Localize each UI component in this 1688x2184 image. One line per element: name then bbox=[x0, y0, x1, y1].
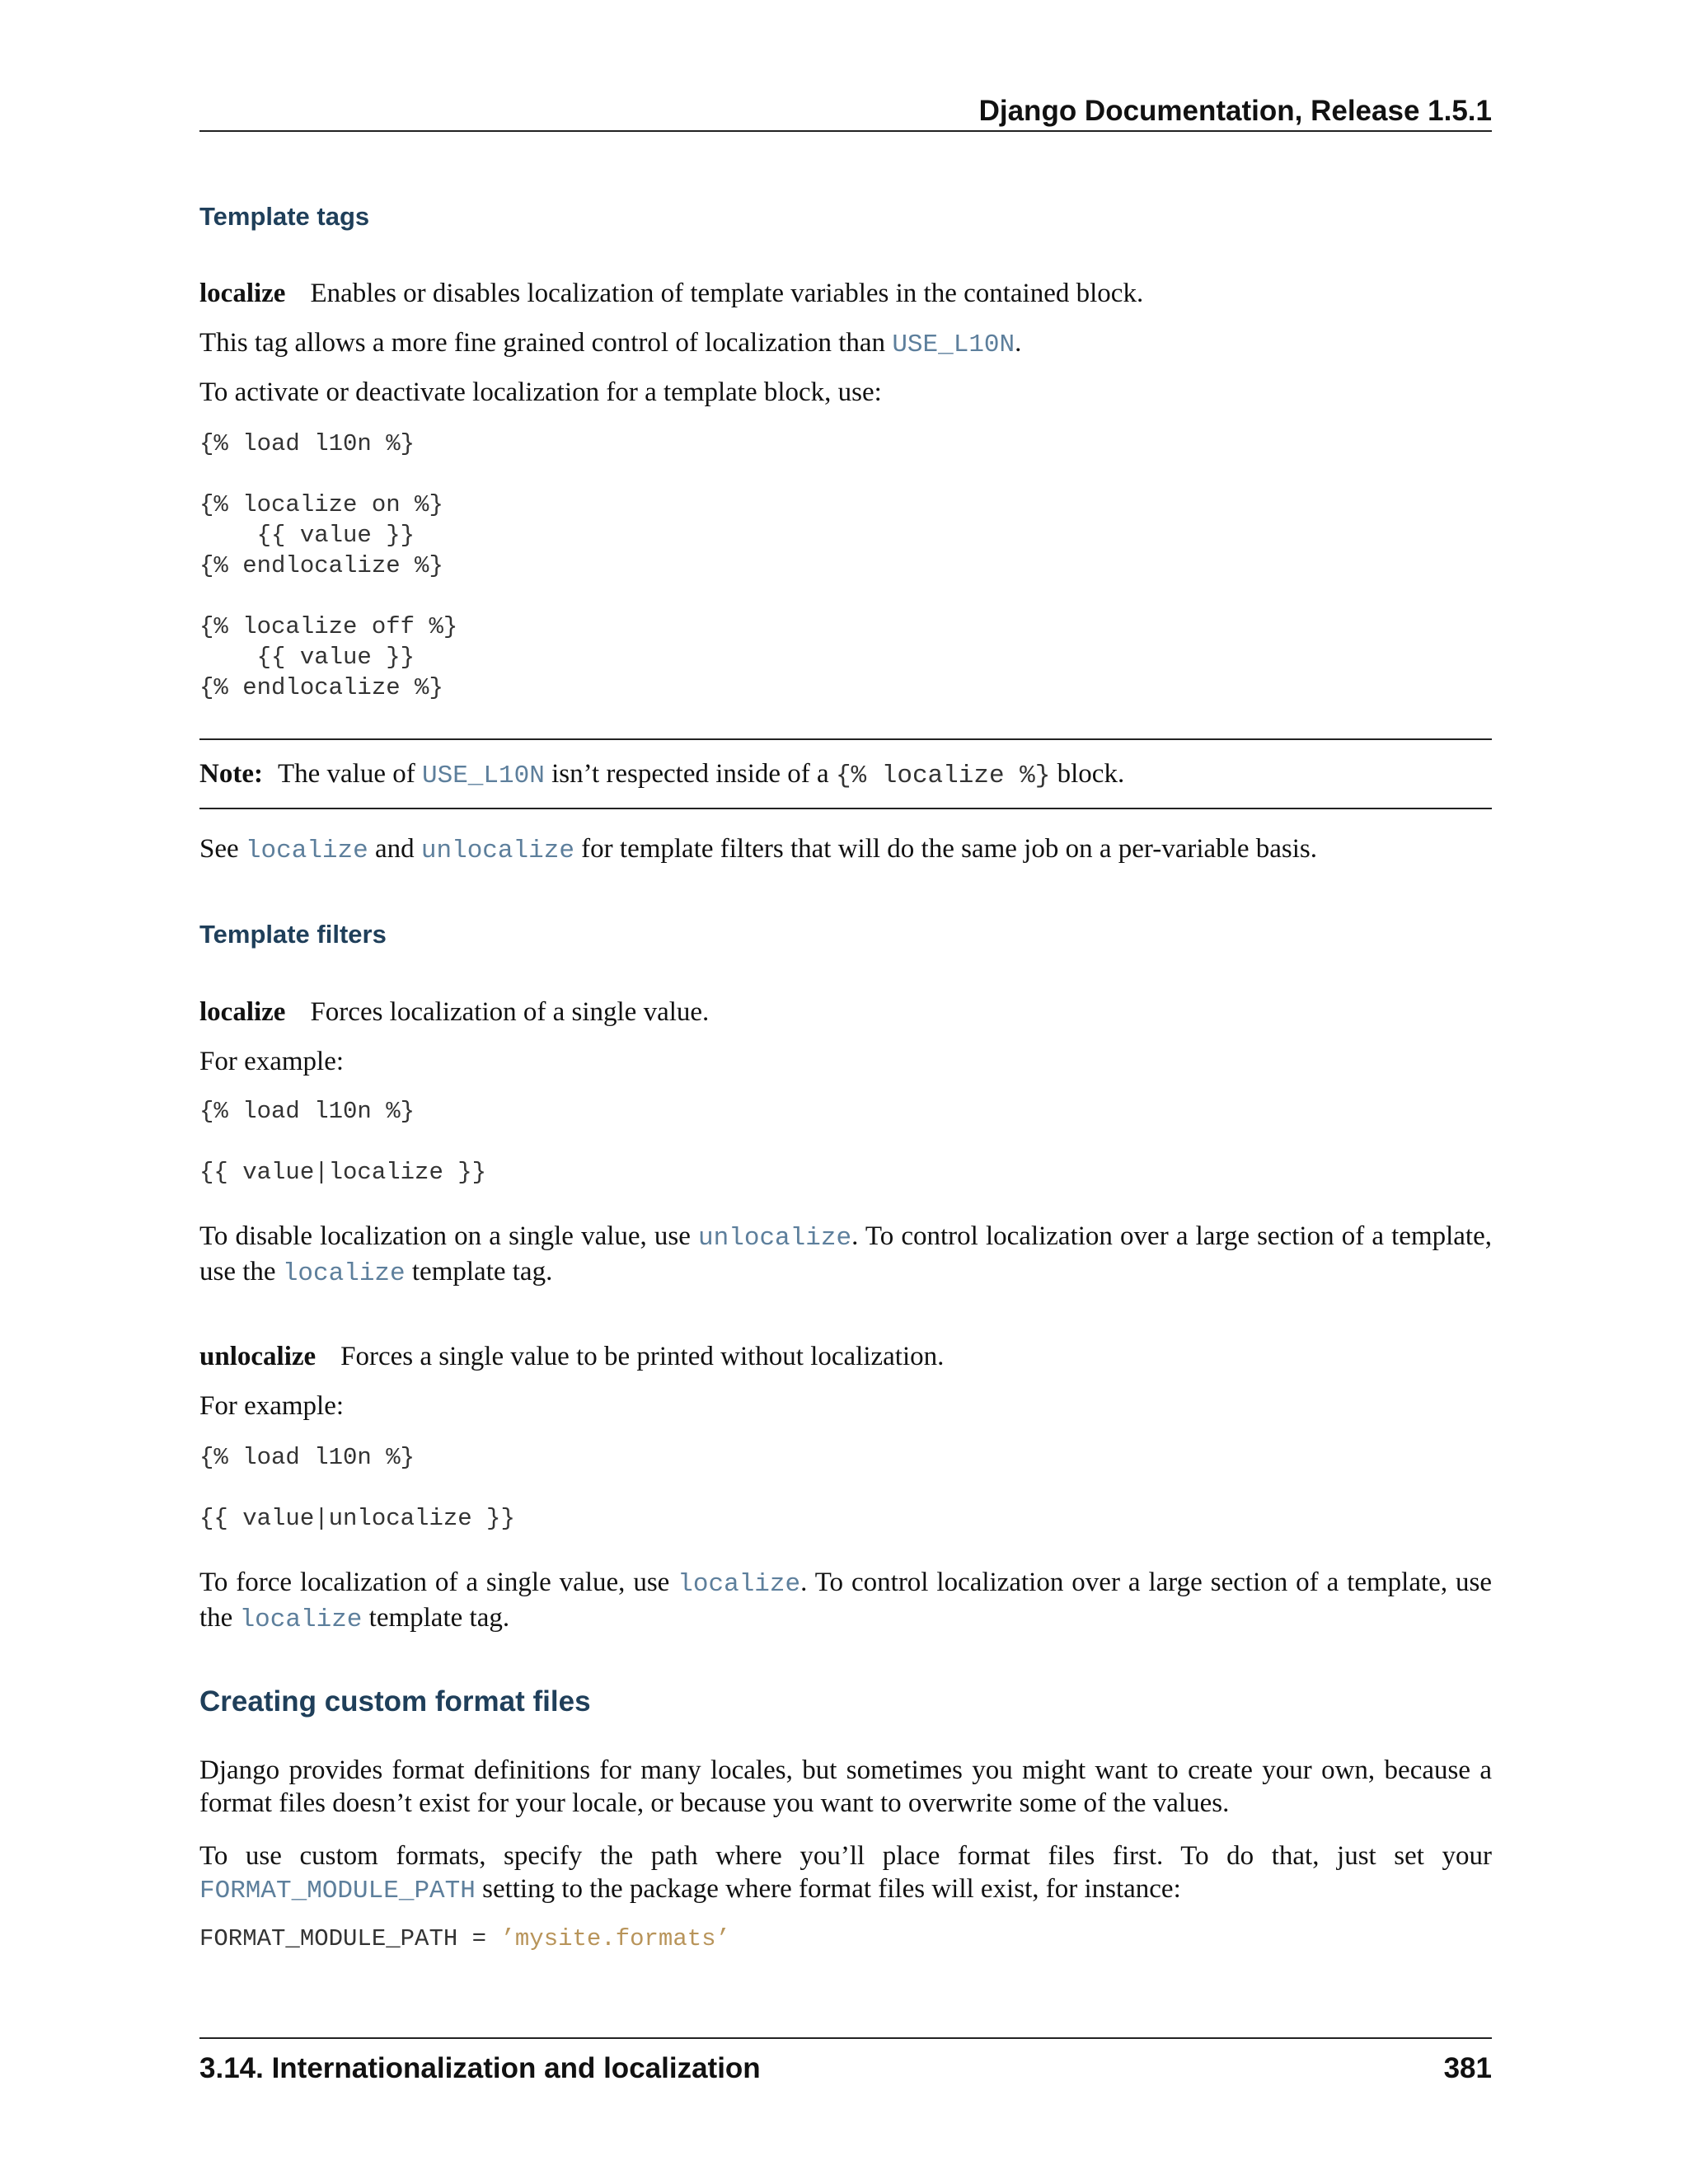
link-localize-tag[interactable]: localize bbox=[239, 1605, 363, 1634]
paragraph-text: This tag allows a more fine grained control of localization than bbox=[199, 328, 893, 358]
code-identifier: FORMAT_MODULE_PATH bbox=[199, 1925, 458, 1952]
paragraph-force-localization bbox=[199, 1566, 1492, 1637]
paragraph-text: setting to the package where format files will exist, for instance: bbox=[475, 1874, 1181, 1904]
heading-template-filters: Template filters bbox=[199, 920, 387, 949]
link-format-module-path[interactable]: FORMAT_MODULE_PATH bbox=[199, 1877, 476, 1905]
code-operator: = bbox=[457, 1925, 501, 1952]
paragraph-fine-grained bbox=[199, 326, 1492, 362]
code-block-localize-tag: {% load l10n %} {% localize on %} {{ value }} {% endlocalize %} {% localize off %} {{ value }} {% endlocalize %} bbox=[199, 430, 458, 701]
localize-tag-description: Enables or disables localization of template variables in the contained block. bbox=[310, 279, 1144, 308]
heading-custom-format-files: Creating custom format files bbox=[199, 1685, 591, 1718]
term-localize-tag: localize bbox=[199, 279, 286, 308]
code-format-module-path bbox=[199, 1924, 730, 1954]
code-block-localize-filter: {% load l10n %} {{ value|localize }} bbox=[199, 1098, 487, 1186]
localize-tag-definition bbox=[199, 277, 1492, 310]
running-header: Django Documentation, Release 1.5.1 bbox=[199, 92, 1492, 132]
link-localize-tag[interactable]: localize bbox=[282, 1259, 406, 1288]
heading-template-tags: Template tags bbox=[199, 202, 370, 231]
link-unlocalize[interactable]: unlocalize bbox=[698, 1224, 852, 1253]
paragraph-text: To disable localization on a single value, use bbox=[199, 1221, 699, 1251]
paragraph-text: To force localization of a single value, use bbox=[199, 1568, 678, 1597]
localize-filter-definition bbox=[199, 996, 1492, 1029]
note-text: isn’t respected inside of a bbox=[544, 759, 836, 789]
paragraph-text: template tag. bbox=[362, 1603, 510, 1633]
paragraph-text: for template filters that will do the same job on a per-variable basis. bbox=[574, 834, 1317, 864]
paragraph-disable-localization bbox=[199, 1220, 1492, 1291]
unlocalize-filter-definition bbox=[199, 1340, 1492, 1373]
paragraph-custom-formats bbox=[199, 1840, 1492, 1908]
note-text: The value of bbox=[277, 759, 422, 789]
link-localize-filter[interactable]: localize bbox=[245, 837, 368, 865]
paragraph-text: . To control localization over a large section of a template, use the bbox=[199, 1568, 1492, 1633]
inline-code-localize: {% localize %} bbox=[835, 762, 1051, 790]
link-use-l10n-note[interactable]: USE_L10N bbox=[421, 762, 545, 790]
code-block-unlocalize-filter: {% load l10n %} {{ value|unlocalize }} bbox=[199, 1444, 515, 1532]
paragraph-text: template tag. bbox=[405, 1257, 553, 1286]
paragraph-text: . To control localization over a large section of a template, use the bbox=[199, 1221, 1492, 1286]
note-box bbox=[199, 738, 1492, 809]
footer-page-number: 381 bbox=[1443, 2052, 1492, 2084]
paragraph-see-filters bbox=[199, 832, 1492, 868]
term-localize-filter: localize bbox=[199, 997, 286, 1027]
term-unlocalize-filter: unlocalize bbox=[199, 1342, 316, 1371]
for-example-label: For example: bbox=[199, 1391, 345, 1421]
paragraph-activate: To activate or deactivate localization for a template block, use: bbox=[199, 377, 882, 407]
link-localize[interactable]: localize bbox=[678, 1570, 801, 1599]
for-example-label: For example: bbox=[199, 1047, 345, 1076]
link-use-l10n[interactable]: USE_L10N bbox=[892, 330, 1015, 359]
footer-section-title: 3.14. Internationalization and localization bbox=[199, 2052, 761, 2084]
running-footer bbox=[199, 2037, 1492, 2085]
paragraph-text: and bbox=[368, 834, 421, 864]
link-unlocalize-filter[interactable]: unlocalize bbox=[420, 837, 574, 865]
note-label: Note: bbox=[199, 759, 263, 789]
localize-filter-description: Forces localization of a single value. bbox=[310, 997, 710, 1027]
document-page bbox=[199, 0, 1492, 2184]
paragraph-format-definitions: Django provides format definitions for many locales, but sometimes you might want to create your own, because a format files doesn’t exist for your locale, or because you want to overwrite some of the values. bbox=[199, 1755, 1492, 1818]
paragraph-end: . bbox=[1015, 328, 1022, 358]
note-text: block. bbox=[1050, 759, 1125, 789]
paragraph-text: To use custom formats, specify the path where you’ll place format files first. To do that, just set your bbox=[199, 1841, 1492, 1871]
unlocalize-filter-description: Forces a single value to be printed without localization. bbox=[340, 1342, 945, 1371]
paragraph-text: See bbox=[199, 834, 246, 864]
code-string: ’mysite.formats’ bbox=[500, 1925, 730, 1952]
